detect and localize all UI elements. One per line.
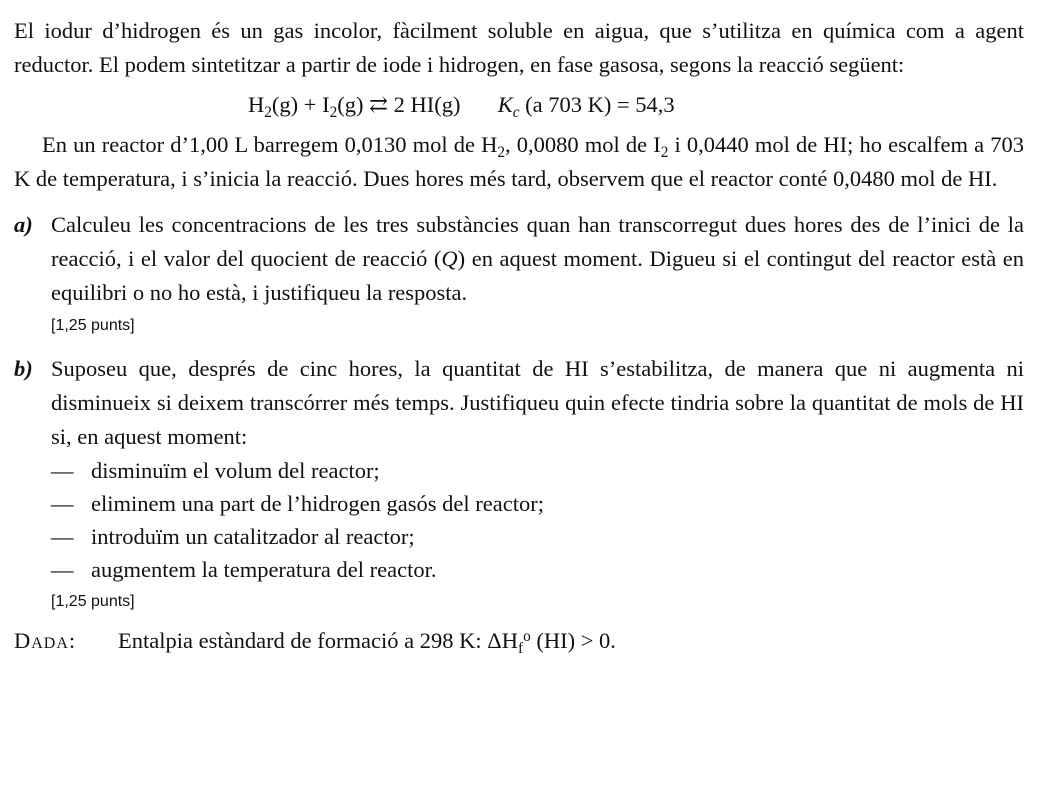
question-a-body: [51, 208, 1024, 336]
eq-i-sub: 2: [329, 103, 338, 121]
question-b-item-2-text: eliminem una part de l’hidrogen gasós del reactor;: [91, 491, 544, 516]
dash-icon: —: [51, 491, 74, 516]
dash-icon: —: [51, 557, 74, 582]
dada-h-sup: o: [523, 628, 531, 646]
question-b-letter: b): [14, 356, 33, 381]
setup-part1: En un reactor d’1,00 L barregem 0,0130 mol de H: [42, 132, 498, 157]
kc-sub: c: [512, 103, 520, 121]
intro-paragraph: [14, 14, 1024, 82]
question-b-body: [51, 352, 1024, 612]
kc-value: (a 703 K) = 54,3: [525, 92, 675, 117]
q-symbol: Q: [441, 246, 458, 271]
setup-paragraph: [14, 128, 1024, 196]
setup-sub1: 2: [497, 143, 506, 161]
question-b-item-3-text: introduïm un catalitzador al reactor;: [91, 524, 415, 549]
question-a-letter: a): [14, 212, 33, 237]
dash-icon: —: [51, 524, 74, 549]
eq-i-state: (g): [337, 92, 364, 117]
question-b: [14, 352, 1024, 612]
kc-symbol: K: [497, 92, 513, 117]
eq-h-state: (g) + I: [271, 92, 330, 117]
question-b-text: Suposeu que, després de cinc hores, la quantitat de HI s’estabilitza, de manera que ni augmenta ni disminueix si deixem transcórrer més temps. Justifiqueu quin efecte tindria sobre la quantitat de mols de HI si, en aquest moment:: [51, 356, 1024, 449]
question-b-label: [14, 352, 51, 612]
dada-text: Entalpia estàndard de formació a 298 K: ΔH: [118, 628, 518, 653]
question-a-text-1: Calculeu les concentracions de les tres substàncies quan han transcorregut dues hores des de l’inici de la reacció, i el valor del quocient de reacció (: [51, 212, 1024, 271]
question-b-points: [1,25 punts]: [51, 593, 135, 610]
question-a-text-2: ) en aquest moment. Digueu si el contingut del reactor està en equilibri o no ho està, i justifiqueu la resposta.: [51, 246, 1025, 305]
question-b-item-4: [51, 553, 1024, 586]
dada-h-sub: f: [517, 639, 524, 657]
intro-text: El iodur d’hidrogen és un gas incolor, fàcilment soluble en aigua, que s’utilitza en química com a agent reductor. El podem sintetitzar a partir de iode i hidrogen, en fase gasosa, segons la reacció següent:: [14, 18, 1024, 77]
question-a-points: [1,25 punts]: [51, 317, 135, 334]
dash-icon: —: [51, 458, 74, 483]
equilibrium-arrow-icon: ⇄: [369, 92, 388, 117]
question-b-item-1-text: disminuïm el volum del reactor;: [91, 458, 380, 483]
eq-h-sub: 2: [264, 103, 272, 121]
eq-h-base: H: [248, 92, 265, 117]
reaction-equation: [14, 88, 1024, 122]
question-a-label: [14, 208, 51, 336]
setup-part2: , 0,0080 mol de I: [505, 132, 661, 157]
question-b-item-1: [51, 454, 1024, 487]
question-a: [14, 208, 1024, 336]
dada-label: Dada:: [14, 628, 77, 653]
question-a-text: [51, 208, 1024, 310]
dada-line: [14, 624, 1024, 658]
setup-part3: i 0,0440 mol de HI; ho escalfem a 703 K de temperatura, i s’inicia la reacció. Dues hores més tard, observem que el reactor conté 0,0480 mol de HI.: [14, 132, 1025, 191]
question-b-item-4-text: augmentem la temperatura del reactor.: [91, 557, 437, 582]
dada-text-end: (HI) > 0.: [530, 628, 616, 653]
setup-sub2: 2: [660, 143, 669, 161]
question-b-item-3: [51, 520, 1024, 553]
exam-page: [14, 14, 1024, 658]
question-b-item-2: [51, 487, 1024, 520]
eq-product: 2 HI(g): [393, 92, 461, 117]
